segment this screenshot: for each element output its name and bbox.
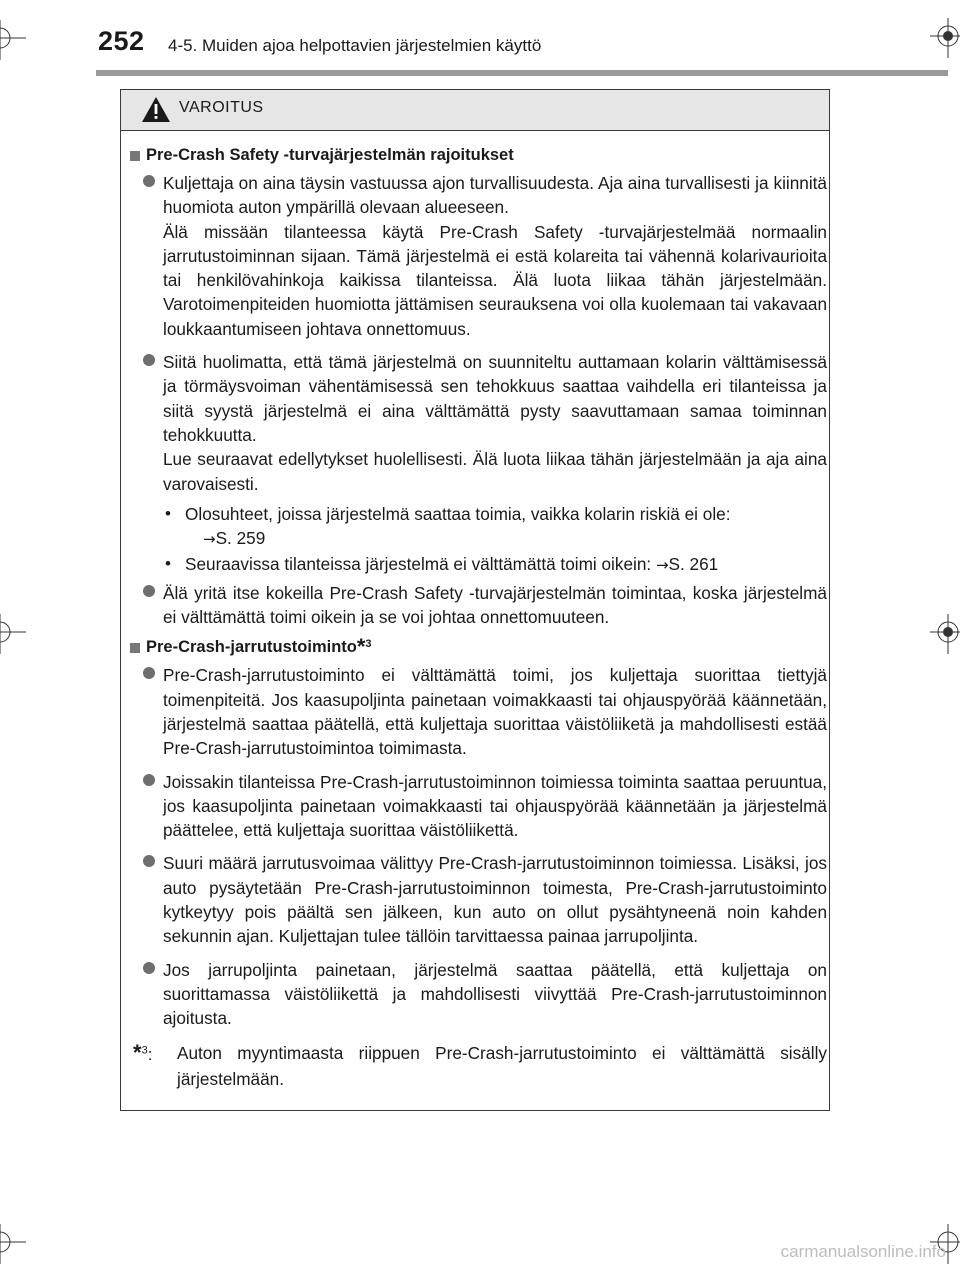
section-heading xyxy=(129,634,827,660)
warning-triangle-icon xyxy=(141,96,171,123)
registration-mark-top-right xyxy=(930,18,960,58)
list-item xyxy=(129,350,827,496)
sub-item-text: Seuraavissa tilanteissa järjestelmä ei välttämättä toimi oikein: xyxy=(185,554,652,575)
sub-item-text: Olosuhteet, joissa järjestelmä saattaa toimia, vaikka kolarin riskiä ei ole: xyxy=(185,503,731,524)
paragraph: Lue seuraavat edellytykset huolellisesti. Älä luota liikaa tähän järjestelmään ja aja aina varovaisesti. xyxy=(163,449,827,494)
paragraph: Älä missään tilanteessa käytä Pre-Crash Safety -turvajärjestelmää normaalin jarrutustoiminnan sijaan. Tämä järjestelmä ei estä kolareita tai vähennä kolarivaurioita tai henkilövahinkoja kaikissa tilanteissa. Älä luota liikaa tähän järjestelmään. Varotoimenpiteiden huomiotta jättämisen seurauksena voi olla kuolemaan tai vakavaan loukkaantumiseen johtava onnettomuus. xyxy=(163,221,827,339)
warning-box xyxy=(120,89,830,1111)
paragraph: Älä yritä itse kokeilla Pre-Crash Safety -turvajärjestelmän toimintaa, koska järjestelmä ei välttämättä toimi oikein ja se voi johtaa onnettomuuteen. xyxy=(163,582,827,628)
registration-mark-bottom-left xyxy=(0,1224,26,1264)
square-bullet-icon xyxy=(130,151,140,161)
warning-title: VAROITUS xyxy=(179,99,264,116)
sub-list-item xyxy=(129,502,827,552)
paragraph: Joissakin tilanteissa Pre-Crash-jarrutustoiminnon toimiessa toiminta saattaa peruuntua, jos kaasupoljinta painetaan voimakkaasti tai ohjauspyörää käännetään ja järjestelmä päättelee, että kuljettaja suorittaa väistöliikettä. xyxy=(163,771,827,841)
header-rule xyxy=(96,70,948,76)
registration-mark-mid-left xyxy=(0,614,26,654)
paragraph: Siitä huolimatta, että tämä järjestelmä on suunniteltu auttamaan kolarin välttämisessä ja törmäysvoiman vähentämisessä sen tehokkuus saattaa vaihdella eri tilanteissa ja siitä syystä järjestelmä ei aina välttämättä pysty saavuttamaan samaa toiminnan tehokkuutta. xyxy=(163,352,827,445)
list-item xyxy=(129,958,827,1031)
watermark: carmanualsonline.info xyxy=(780,1242,946,1261)
list-item xyxy=(129,171,827,341)
arrow-icon: → xyxy=(655,556,669,575)
round-bullet-icon xyxy=(143,855,155,867)
paragraph: Pre-Crash-jarrutustoiminto ei välttämättä toimi, jos kuljettaja suorittaa tiettyjä toimenpiteitä. Jos kaasupoljinta painetaan voimakkaasti tai ohjauspyörää käännetään, järjestelmä saattaa päätellä, että kuljettaja suorittaa väistöliiketä ja mahdollisesti estää Pre-Crash-jarrutustoimintoa toimimasta. xyxy=(163,665,827,759)
round-bullet-icon xyxy=(143,354,155,366)
footnote-ref: 3 xyxy=(365,638,372,651)
square-bullet-icon xyxy=(130,643,140,653)
footnote xyxy=(129,1040,827,1092)
chapter-title: 4-5. Muiden ajoa helpottavien järjestelmien käyttö xyxy=(168,36,542,55)
registration-mark-mid-right xyxy=(930,614,960,654)
list-item xyxy=(129,663,827,760)
page-number: 252 xyxy=(98,26,145,56)
page-reference[interactable]: S. 259 xyxy=(215,528,266,549)
page-reference[interactable]: S. 261 xyxy=(668,554,719,575)
section-heading xyxy=(129,146,827,165)
sub-bullet-icon: • xyxy=(165,503,171,523)
round-bullet-icon xyxy=(143,585,155,597)
footnote-text: Auton myyntimaasta riippuen Pre-Crash-jarrutustoiminto ei välttämättä sisälly järjestelmään. xyxy=(177,1042,827,1089)
section-heading-text: Pre-Crash Safety -turvajärjestelmän rajoitukset xyxy=(146,146,514,164)
round-bullet-icon xyxy=(143,175,155,187)
sub-bullet-icon: • xyxy=(165,554,171,574)
round-bullet-icon xyxy=(143,667,155,679)
arrow-icon: → xyxy=(203,530,216,549)
list-item xyxy=(129,770,827,843)
footnote-marker: *$^3$: xyxy=(133,1039,153,1065)
paragraph: Jos jarrupoljinta painetaan, järjestelmä saattaa päätellä, että kuljettaja on suorittamassa väistöliikettä ja mahdollisesti viivyttää Pre-Crash-jarrutustoiminnon ajoitusta. xyxy=(163,959,827,1029)
warning-header xyxy=(121,90,829,131)
sub-list-item xyxy=(129,552,827,577)
list-item xyxy=(129,851,827,948)
registration-mark-top-left xyxy=(0,20,26,60)
list-item xyxy=(129,581,827,630)
warning-content xyxy=(129,146,827,1092)
round-bullet-icon xyxy=(143,962,155,974)
section-heading-text: Pre-Crash-jarrutustoiminto xyxy=(146,638,357,657)
round-bullet-icon xyxy=(143,774,155,786)
footnote-asterisk: * xyxy=(356,634,366,660)
paragraph: Kuljettaja on aina täysin vastuussa ajon turvallisuudesta. Aja aina turvallisesti ja kiinnitä huomiota auton ympärillä olevaan alueeseen. xyxy=(163,173,827,218)
paragraph: Suuri määrä jarrutusvoimaa välittyy Pre-Crash-jarrutustoiminnon toimiessa. Lisäksi, jos auto pysäytetään Pre-Crash-jarrutustoiminnon toimesta, Pre-Crash-jarrutustoiminto kytkeytyy pois päältä sen jälkeen, kun auto on ollut pysähtyneenä noin kahden sekunnin ajan. Kuljettajan tulee tällöin tarvittaessa painaa jarrupoljinta. xyxy=(163,853,827,947)
